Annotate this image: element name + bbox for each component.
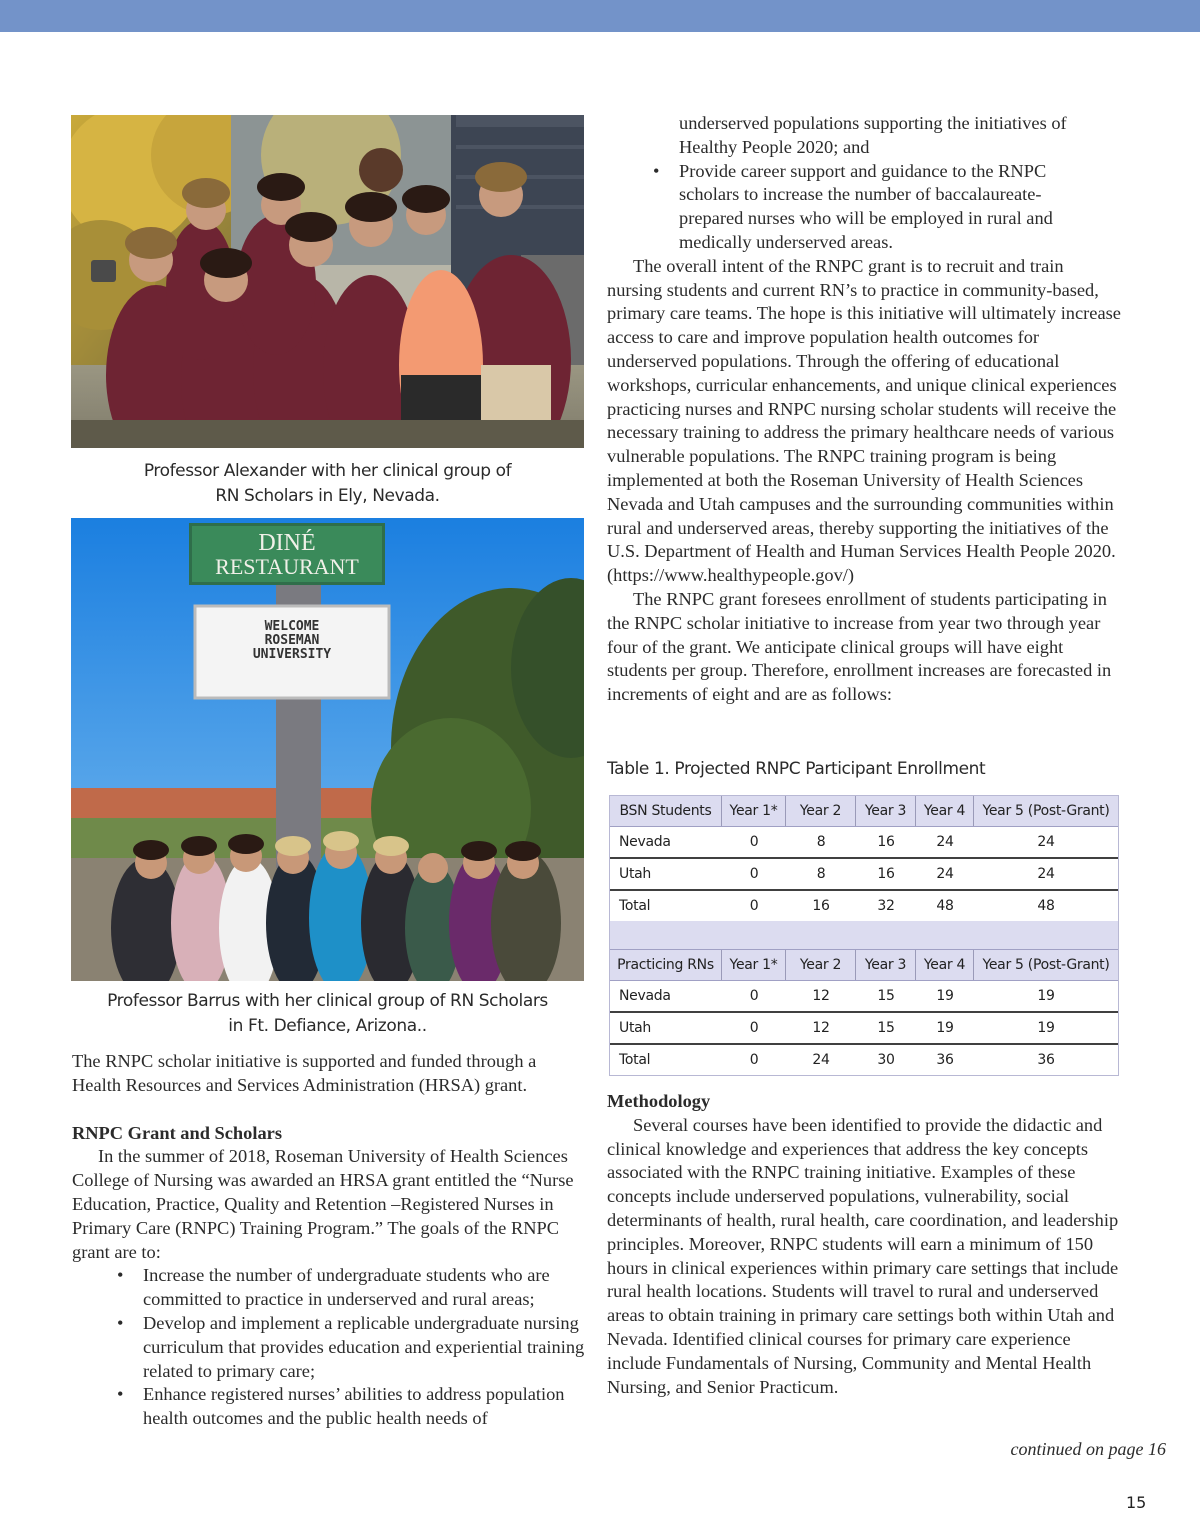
- table-cell: 8: [816, 866, 826, 882]
- table-header-cell: Practicing RNs: [610, 950, 722, 980]
- table-cell: 24: [812, 1052, 830, 1068]
- table-header-cell: Year 2: [786, 796, 856, 826]
- top-color-band: [0, 0, 1200, 32]
- table-cell: 19: [936, 988, 954, 1004]
- intro-paragraph: The RNPC scholar initiative is supported and funded through a Health Resources and Services Administration (HRSA) grant.: [72, 1051, 537, 1095]
- goal-text-4: Provide career support and guidance to the RNPC scholars to increase the number of baccalaureate-prepared nurses who will be employed in rural and medically underserved areas.: [679, 160, 1053, 252]
- section-heading-rnpc: RNPC Grant and Scholars: [72, 1122, 282, 1143]
- table-header-cell: Year 4: [916, 950, 974, 980]
- group-photo-ely: [71, 115, 584, 448]
- table-cell: 0: [749, 1052, 759, 1068]
- goal-text-3-cont: underserved populations supporting the initiatives of Healthy People 2020; and: [679, 113, 1067, 157]
- table-cell: 16: [812, 898, 830, 914]
- table-cell: Total: [619, 898, 651, 914]
- table-row: [610, 859, 1118, 891]
- table-cell: 12: [812, 1020, 830, 1036]
- goals-list-continued: [653, 112, 1121, 255]
- goal-text-1: Increase the number of undergraduate students who are committed to practice in underserved and rural areas;: [143, 1265, 550, 1310]
- marquee-line2: ROSEMAN: [264, 633, 320, 648]
- goal-text-3: Enhance registered nurses’ abilities to address population health outcomes and the public health needs of: [143, 1384, 565, 1429]
- table-header-cell: Year 4: [916, 796, 974, 826]
- table-cell: 24: [1037, 866, 1055, 882]
- table-title: Table 1. Projected RNPC Participant Enrollment: [607, 759, 986, 779]
- marquee-line1: WELCOME: [264, 619, 320, 634]
- marquee-line3: UNIVERSITY: [252, 647, 332, 662]
- table-section-divider: [610, 921, 1118, 949]
- table-cell: 19: [1037, 1020, 1055, 1036]
- table-cell: 0: [749, 988, 759, 1004]
- left-column-text: [72, 1050, 586, 1431]
- methodology-paragraph: Several courses have been identified to provide the didactic and clinical knowledge and experiences that address the key concepts associated with the RNPC training initiative. Examples of these concepts include underserved populations, vulnerability, social determinants of health, rural health, care coordination, and leadership principles. Moreover, RNPC students will earn a minimum of 150 hours in clinical experiences within primary care settings that include rural health locations. Students will travel to rural and underserved areas to obtain training in primary care settings both within Utah and Nevada. Identified clinical courses for primary care experience include Fundamentals of Nursing, Community and Mental Health Nursing, and Senior Practicum.: [607, 1114, 1119, 1397]
- table-cell: 15: [877, 1020, 895, 1036]
- table-header-cell: BSN Students: [610, 796, 722, 826]
- table-header-cell: Year 5 (Post-Grant): [982, 957, 1110, 973]
- list-item: • Develop and implement a replicable undergraduate nursing curriculum that provides education and experiential training related to primary care;: [117, 1312, 585, 1381]
- rnpc-paragraph: In the summer of 2018, Roseman University of Health Sciences College of Nursing was awarded an HRSA grant entitled the “Nurse Education, Practice, Quality and Retention –Registered Nurses in Primary Care (RNPC) Training Program.” The goals of the RNPC grant are to:: [72, 1146, 574, 1262]
- photo2-caption-line2: in Ft. Defiance, Arizona..: [228, 1016, 427, 1036]
- goals-list: [117, 1264, 586, 1431]
- table-header-cell: Year 3: [856, 796, 916, 826]
- table-row: [610, 1013, 1118, 1045]
- methodology-section: [607, 1090, 1121, 1399]
- table-cell: Utah: [619, 1020, 651, 1036]
- continued-note: continued on page 16: [1010, 1439, 1166, 1459]
- table-cell: 8: [816, 834, 826, 850]
- table-header-cell: Year 3: [856, 950, 916, 980]
- table-cell: 48: [1037, 898, 1055, 914]
- enrollment-table: [609, 795, 1119, 1076]
- photo1-caption-line1: Professor Alexander with her clinical group of: [143, 461, 512, 481]
- sign-restaurant-text: RESTAURANT: [215, 554, 359, 579]
- table-cell: 24: [936, 866, 954, 882]
- photo1-caption-line2: RN Scholars in Ely, Nevada.: [215, 486, 440, 506]
- table-cell: 15: [877, 988, 895, 1004]
- intent-paragraph: The overall intent of the RNPC grant is to recruit and train nursing students and current RN’s to practice in community-based, primary care teams. The hope is this initiative will ultimately increase access to care and improve population health outcomes for underserved populations. Through the offering of educational workshops, curricular enhancements, and unique clinical experiences practicing nurses and RNPC nursing scholar students will receive the necessary training to address the primary healthcare needs of various vulnerable populations. The RNPC training program is being implemented at both the Roseman University of Health Sciences Nevada and Utah campuses and the surrounding communities within rural and underserved areas, thereby supporting the initiatives of the U.S. Department of Health and Human Services Health People 2020. (https://www.healthypeople.gov/): [607, 255, 1121, 586]
- photo2-caption-line1: Professor Barrus with her clinical group of RN Scholars: [107, 991, 548, 1011]
- table-row: [610, 827, 1118, 859]
- table-row: [610, 891, 1118, 921]
- table-cell: 19: [936, 1020, 954, 1036]
- table-cell: 24: [936, 834, 954, 850]
- list-item: • Provide career support and guidance to the RNPC scholars to increase the number of baccalaureate-prepared nurses who will be employed in rural and medically underserved areas.: [653, 160, 1053, 252]
- goal-text-2: Develop and implement a replicable undergraduate nursing curriculum that provides education and experiential training related to primary care;: [143, 1312, 585, 1381]
- table-cell: 30: [877, 1052, 895, 1068]
- table-cell: Utah: [619, 866, 651, 882]
- table-row: [610, 1045, 1118, 1075]
- table-cell: 0: [749, 1020, 759, 1036]
- table-header-cell: Year 2: [786, 950, 856, 980]
- list-item: [679, 112, 1101, 160]
- table-row: [610, 981, 1118, 1013]
- table-header-cell: Year 1*: [722, 796, 786, 826]
- table-cell: 0: [749, 866, 759, 882]
- table-header-row: [610, 949, 1118, 981]
- table-cell: Total: [619, 1052, 651, 1068]
- table-cell: 36: [936, 1052, 954, 1068]
- enrollment-paragraph: The RNPC grant foresees enrollment of students participating in the RNPC scholar initiative to increase from year two through year four of the grant. We anticipate clinical groups will have eight students per group. Therefore, enrollment increases are forecasted in increments of eight and are as follows:: [607, 588, 1112, 705]
- page-number: 15: [1126, 1493, 1147, 1512]
- methodology-heading: Methodology: [607, 1091, 711, 1111]
- right-column-text: [607, 112, 1121, 707]
- photo1-caption: [71, 459, 584, 509]
- table-header-cell: Year 1*: [722, 950, 786, 980]
- group-photo-ft-defiance: [71, 518, 584, 981]
- table-cell: Nevada: [619, 988, 671, 1004]
- table-cell: 16: [877, 866, 895, 882]
- list-item: • Enhance registered nurses’ abilities to address population health outcomes and the public health needs of: [117, 1384, 565, 1429]
- table-cell: 0: [749, 834, 759, 850]
- photo2-caption: [71, 989, 584, 1039]
- table-cell: 12: [812, 988, 830, 1004]
- table-cell: 0: [749, 898, 759, 914]
- table-cell: 36: [1037, 1052, 1055, 1068]
- sign-dine-text: DINÉ: [258, 530, 316, 556]
- table-cell: 16: [877, 834, 895, 850]
- table-cell: 48: [936, 898, 954, 914]
- table-cell: 32: [877, 898, 895, 914]
- table-header-cell: Year 5 (Post-Grant): [982, 803, 1110, 819]
- table-cell: Nevada: [619, 834, 671, 850]
- table-cell: 24: [1037, 834, 1055, 850]
- table-header-row: [610, 796, 1118, 827]
- list-item: • Increase the number of undergraduate students who are committed to practice in underserved and rural areas;: [117, 1265, 550, 1310]
- table-cell: 19: [1037, 988, 1055, 1004]
